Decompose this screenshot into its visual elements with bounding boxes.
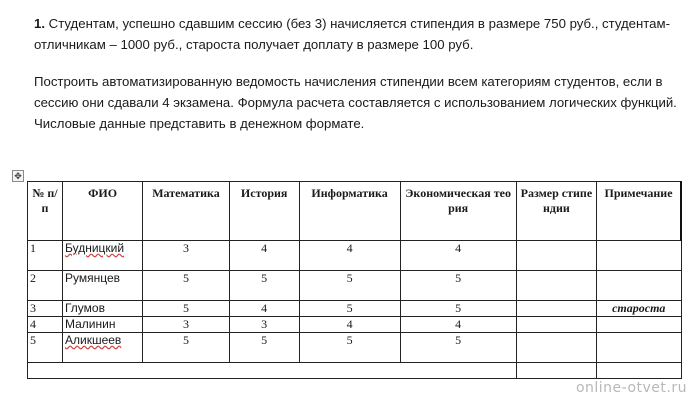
table-row: [28, 333, 682, 363]
header-math: Математика: [143, 182, 229, 241]
cell-history[interactable]: 3: [229, 317, 299, 333]
cell-economics[interactable]: 5: [400, 271, 516, 301]
cell-informatics[interactable]: 5: [299, 301, 400, 317]
task-paragraph-2: Построить автоматизированную ведомость начисления стипендии всем категориям студентов, если в сессию они сдавали 4 экзамена. Формула расчета составляется с использованием логических функций. Числовые данные представить в денежном формате.: [34, 74, 677, 131]
header-note: Примечание: [597, 182, 681, 241]
table-total-row: [28, 363, 682, 379]
cell-number[interactable]: 3: [28, 301, 63, 317]
cell-history[interactable]: 5: [229, 271, 299, 301]
cell-total-scholarship[interactable]: [516, 363, 596, 379]
cell-economics[interactable]: 4: [400, 317, 516, 333]
cell-history[interactable]: 5: [229, 333, 299, 363]
cell-scholarship[interactable]: [516, 317, 596, 333]
cell-fio[interactable]: [62, 301, 142, 317]
cell-scholarship[interactable]: [516, 333, 596, 363]
cell-scholarship[interactable]: [516, 301, 596, 317]
cell-math[interactable]: 5: [143, 333, 229, 363]
cell-economics[interactable]: 5: [400, 301, 516, 317]
cell-note[interactable]: староста: [597, 301, 681, 317]
header-fio: ФИО: [62, 182, 142, 241]
cell-math[interactable]: 3: [143, 317, 229, 333]
task-paragraph-1: [34, 13, 684, 55]
table-row: [28, 241, 682, 271]
fio-text: Аликшеев: [64, 333, 122, 347]
cell-economics[interactable]: 5: [400, 333, 516, 363]
cell-math[interactable]: 3: [143, 241, 229, 271]
header-informatics: Информатика: [299, 182, 400, 241]
header-economics: Экономическая теория: [400, 182, 516, 241]
cell-fio[interactable]: [62, 241, 142, 271]
cell-number[interactable]: 2: [28, 271, 63, 301]
cell-note[interactable]: [597, 317, 681, 333]
cell-total-empty[interactable]: [28, 363, 517, 379]
cell-math[interactable]: 5: [143, 271, 229, 301]
cell-math[interactable]: 5: [143, 301, 229, 317]
fio-text: Малинин: [64, 317, 116, 331]
cell-fio[interactable]: [62, 271, 142, 301]
fio-text: Глумов: [64, 301, 105, 315]
cell-informatics[interactable]: 5: [299, 271, 400, 301]
header-number: № п/п: [28, 182, 63, 241]
cell-fio[interactable]: [62, 333, 142, 363]
header-scholarship: Размер стипендии: [516, 182, 596, 241]
fio-text: Румянцев: [64, 271, 121, 285]
cell-fio[interactable]: [62, 317, 142, 333]
move-icon[interactable]: ✥: [12, 170, 24, 182]
cell-informatics[interactable]: 5: [299, 333, 400, 363]
table-row: [28, 301, 682, 317]
cell-history[interactable]: 4: [229, 241, 299, 271]
cell-number[interactable]: 5: [28, 333, 63, 363]
header-history: История: [229, 182, 299, 241]
cell-number[interactable]: 4: [28, 317, 63, 333]
cell-informatics[interactable]: 4: [299, 317, 400, 333]
cell-note[interactable]: [597, 271, 681, 301]
table-header-row: [28, 182, 682, 241]
cell-economics[interactable]: 4: [400, 241, 516, 271]
cell-note[interactable]: [597, 333, 681, 363]
cell-history[interactable]: 4: [229, 301, 299, 317]
cell-total-note[interactable]: [597, 363, 681, 379]
table-row: [28, 271, 682, 301]
cell-number[interactable]: 1: [28, 241, 63, 271]
cell-scholarship[interactable]: [516, 271, 596, 301]
cell-scholarship[interactable]: [516, 241, 596, 271]
cell-note[interactable]: [597, 241, 681, 271]
table-row: [28, 317, 682, 333]
cell-informatics[interactable]: 4: [299, 241, 400, 271]
watermark: online-otvet.ru: [575, 380, 687, 396]
task-text-1: Студентам, успешно сдавшим сессию (без 3) начисляется стипендия в размере 750 руб., студентам-отличникам – 1000 руб., староста получает доплату в размере 100 руб.: [34, 16, 670, 52]
scholarship-table: [27, 181, 682, 379]
fio-text: Будницкий: [64, 241, 125, 255]
task-number: 1.: [34, 16, 45, 31]
